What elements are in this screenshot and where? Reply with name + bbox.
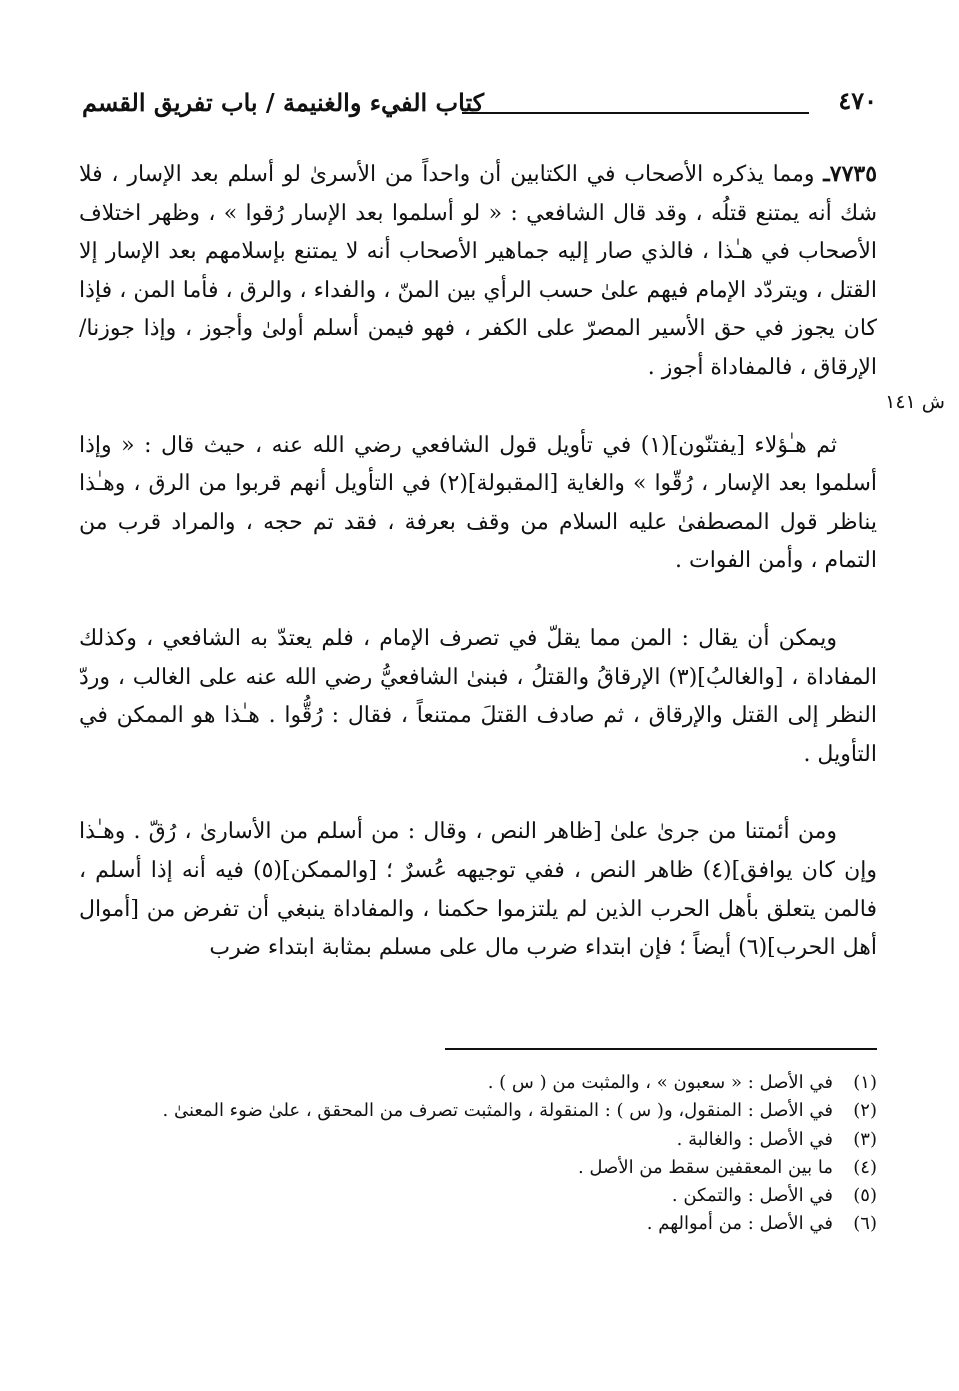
footnote-text: ما بين المعقفين سقط من الأصل . — [577, 1156, 833, 1178]
paragraph-number: ٧٧٣٥ـ — [823, 161, 878, 187]
footnote-number: (٣) — [853, 1128, 877, 1150]
footnote-separator — [445, 1048, 877, 1050]
main-text — [79, 155, 877, 968]
paragraph: ومن أئمتنا من جرىٰ علىٰ [ظاهر النص ، وقال : من أسلم من الأسارىٰ ، رُقّ . وهـٰذا وإن كان يوافق](٤) ظاهر النص ، ففي توجيهه عُسرٌ ؛ [والممكن](٥) فيه أنه إذا أسلم ، فالمن يتعلق بأهل الحرب الذين لم يلتزموا حكمنا ، والمفاداة ينبغي أن تفرض من [أموال أهل الحرب](٦) أيضاً ؛ فإن ابتداء ضرب مال على مسلم بمثابة ابتداء ضرب — [79, 819, 878, 961]
footnote — [77, 1154, 877, 1182]
footnote-number: (٦) — [853, 1213, 877, 1235]
footnote-number: (٤) — [853, 1156, 877, 1178]
footnote-text: في الأصل : من أموالهم . — [646, 1213, 833, 1235]
paragraph: ثم هـٰؤلاء [يفتنّون](١) في تأويل قول الشافعي رضي الله عنه ، حيث قال : « وإذا أسلموا بعد الإسار ، رُقّوا » والغاية [المقبولة](٢) في التأويل أنهم قربوا من الرق ، وهـٰذا يناظر قول المصطفىٰ عليه السلام من وقف بعرفة ، فقد تم حجه ، والمراد قرب من التمام ، وأمن الفوات . — [79, 432, 877, 574]
manuscript-page-reference: ش ١٤١ — [885, 391, 945, 413]
paragraph-7735 — [79, 155, 877, 388]
footnotes-list — [77, 1069, 877, 1239]
footnote-number: (٢) — [853, 1100, 877, 1122]
header-rule — [462, 112, 809, 114]
page-number: ٤٧٠ — [838, 86, 877, 115]
footnote-number: (٥) — [853, 1185, 877, 1207]
footnote-text: في الأصل : والتمكن . — [671, 1185, 833, 1207]
footnote-text: في الأصل : « سعبون » ، والمثبت من ( س ) . — [487, 1072, 833, 1093]
footnote — [77, 1069, 877, 1097]
footnote-text: في الأصل : المنقول، و( س ) : المنقولة ، والمثبت تصرف من المحقق ، علىٰ ضوء المعنىٰ . — [162, 1100, 833, 1122]
footnote — [77, 1210, 877, 1238]
footnote — [77, 1126, 877, 1154]
running-header — [82, 82, 877, 132]
paragraph-text: ومما يذكره الأصحاب في الكتابين أن واحداً من الأسرىٰ لو أسلم بعد الإسار ، فلا شك أنه يمتنع قتلُه ، وقد قال الشافعي : « لو أسلموا بعد الإسار رُقوا » ، وظهر اختلاف الأصحاب في هـٰذا ، فالذي صار إليه جماهير الأصحاب أنه لا يمتنع بإسلامهم بعد الإسار إلا القتل ، ويتردّد الإمام فيهم علىٰ حسب الرأي بين المنّ ، والفداء ، والرق ، فأما المن ، فإذا كان يجوز في حق الأسير المصرّ على الكفر ، فهو فيمن أسلم أولىٰ وأجوز ، وإذا جوزنا/ الإرقاق ، فالمفاداة أجوز . — [79, 162, 877, 380]
footnote — [77, 1182, 877, 1210]
paragraph: ويمكن أن يقال : المن مما يقلّ في تصرف الإمام ، فلم يعتدّ به الشافعي ، وكذلك المفاداة ، [والغالبُ](٣) الإرقاقُ والقتلُ ، فبنىٰ الشافعيُّ رضي الله عنه على الغالب ، وردّ النظر إلى القتل والإرقاق ، ثم صادف القتلَ ممتنعاً ، فقال : رُقُّوا . هـٰذا هو الممكن في التأويل . — [79, 625, 877, 767]
footnote — [77, 1097, 877, 1125]
running-title: كتاب الفيء والغنيمة / باب تفريق القسم — [82, 88, 485, 117]
footnote-text: في الأصل : والغالبة . — [676, 1128, 833, 1150]
footnote-number: (١) — [853, 1072, 877, 1093]
